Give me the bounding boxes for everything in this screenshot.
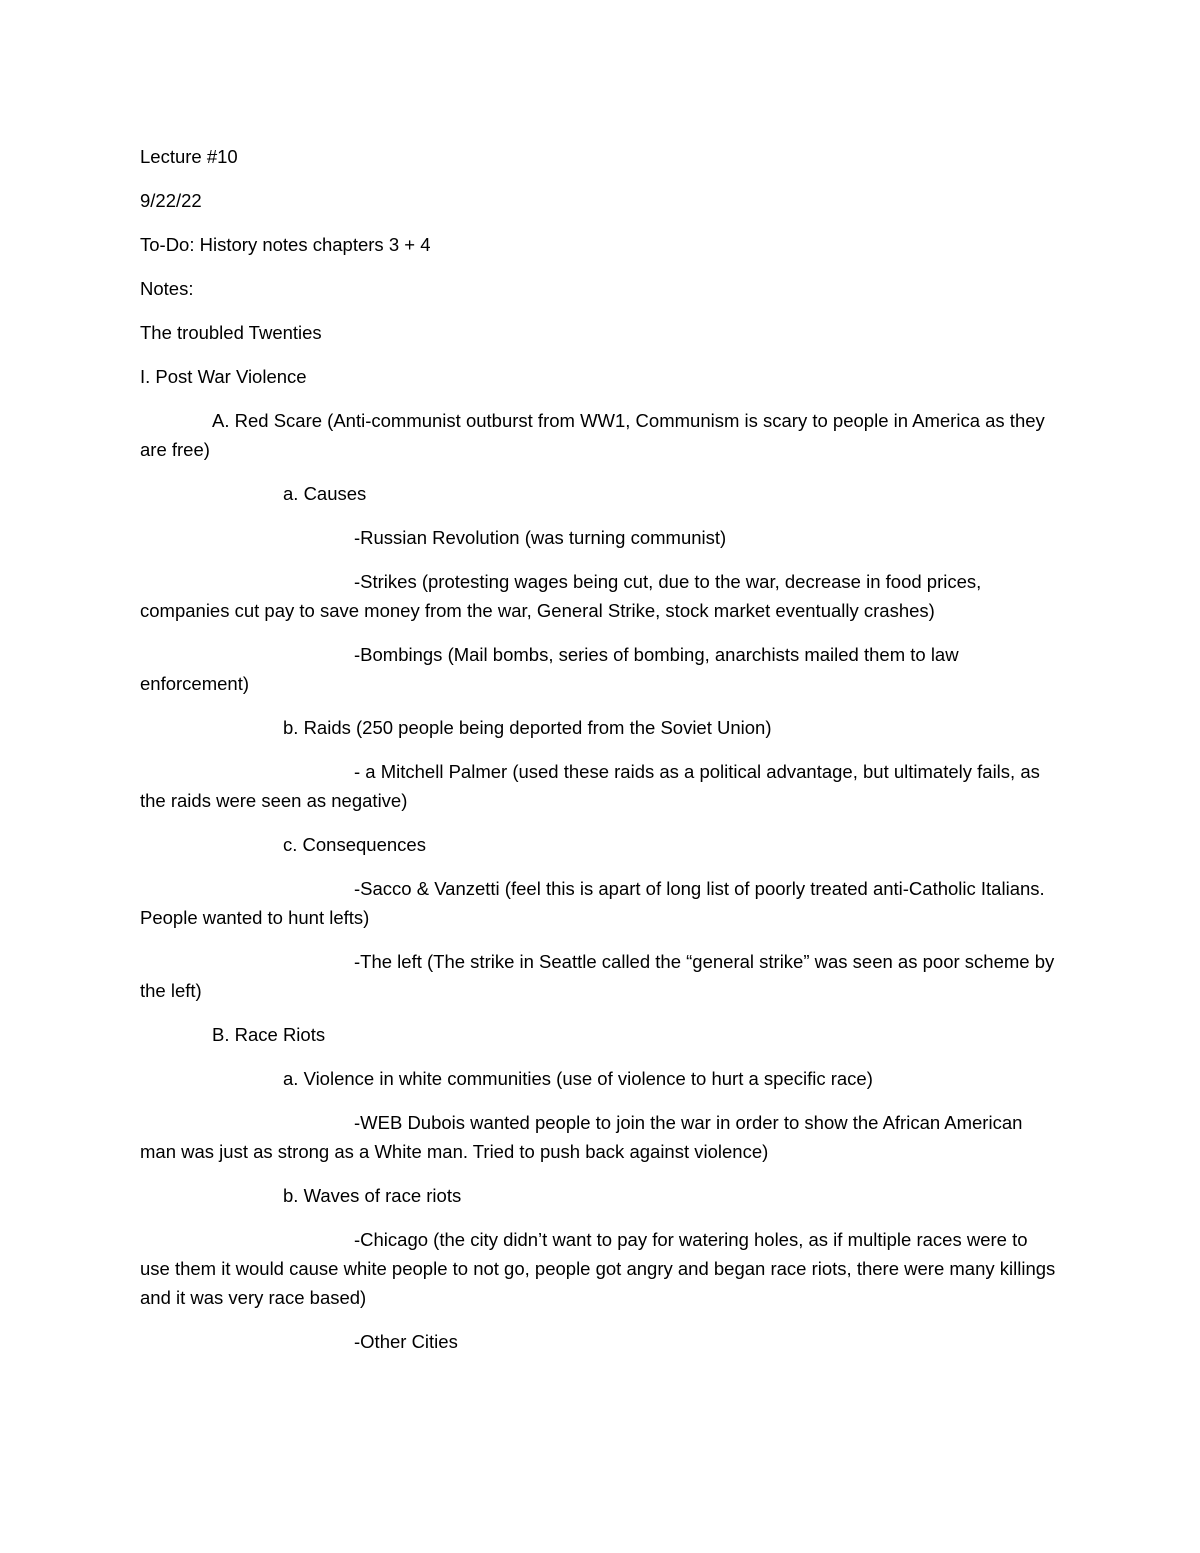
cause-russian-revolution: -Russian Revolution (was turning communist): [354, 527, 727, 548]
waves-chicago: -Chicago (the city didn’t want to pay for watering holes, as if multiple races were to use them it would cause white people to not go, people got angry and began race riots, there were many killings and it was very race based): [140, 1229, 1056, 1308]
consequence-the-left: -The left (The strike in Seattle called the “general strike” was seen as poor scheme by the left): [140, 951, 1055, 1001]
raids-palmer: - a Mitchell Palmer (used these raids as a political advantage, but ultimately fails, as the raids were seen as negative): [140, 761, 1040, 811]
todo-line: To-Do: History notes chapters 3 + 4: [140, 234, 431, 255]
violence-heading: a. Violence in white communities (use of violence to hurt a specific race): [283, 1068, 873, 1089]
waves-other-cities: -Other Cities: [354, 1331, 458, 1352]
violence-dubois: -WEB Dubois wanted people to join the war in order to show the African American man was just as strong as a White man. Tried to push back against violence): [140, 1112, 1023, 1162]
waves-heading: b. Waves of race riots: [283, 1185, 462, 1206]
consequences-heading: c. Consequences: [283, 834, 426, 855]
section-post-war-violence: I. Post War Violence: [140, 366, 307, 387]
lecture-number: Lecture #10: [140, 146, 238, 167]
cause-bombings: -Bombings (Mail bombs, series of bombing, anarchists mailed them to law enforcement): [140, 644, 959, 694]
lecture-date: 9/22/22: [140, 190, 202, 211]
notes-label: Notes:: [140, 278, 194, 299]
notes-title: The troubled Twenties: [140, 322, 322, 343]
cause-strikes: -Strikes (protesting wages being cut, due to the war, decrease in food prices, companies cut pay to save money from the war, General Strike, stock market eventually crashes): [140, 571, 982, 621]
consequence-sacco-vanzetti: -Sacco & Vanzetti (feel this is apart of long list of poorly treated anti-Catholic Italians. People wanted to hunt lefts): [140, 878, 1045, 928]
raids-heading: b. Raids (250 people being deported from the Soviet Union): [283, 717, 772, 738]
subsection-red-scare: A. Red Scare (Anti-communist outburst from WW1, Communism is scary to people in America as they are free): [140, 410, 1045, 460]
subsection-race-riots: B. Race Riots: [212, 1024, 326, 1045]
causes-heading: a. Causes: [283, 483, 367, 504]
